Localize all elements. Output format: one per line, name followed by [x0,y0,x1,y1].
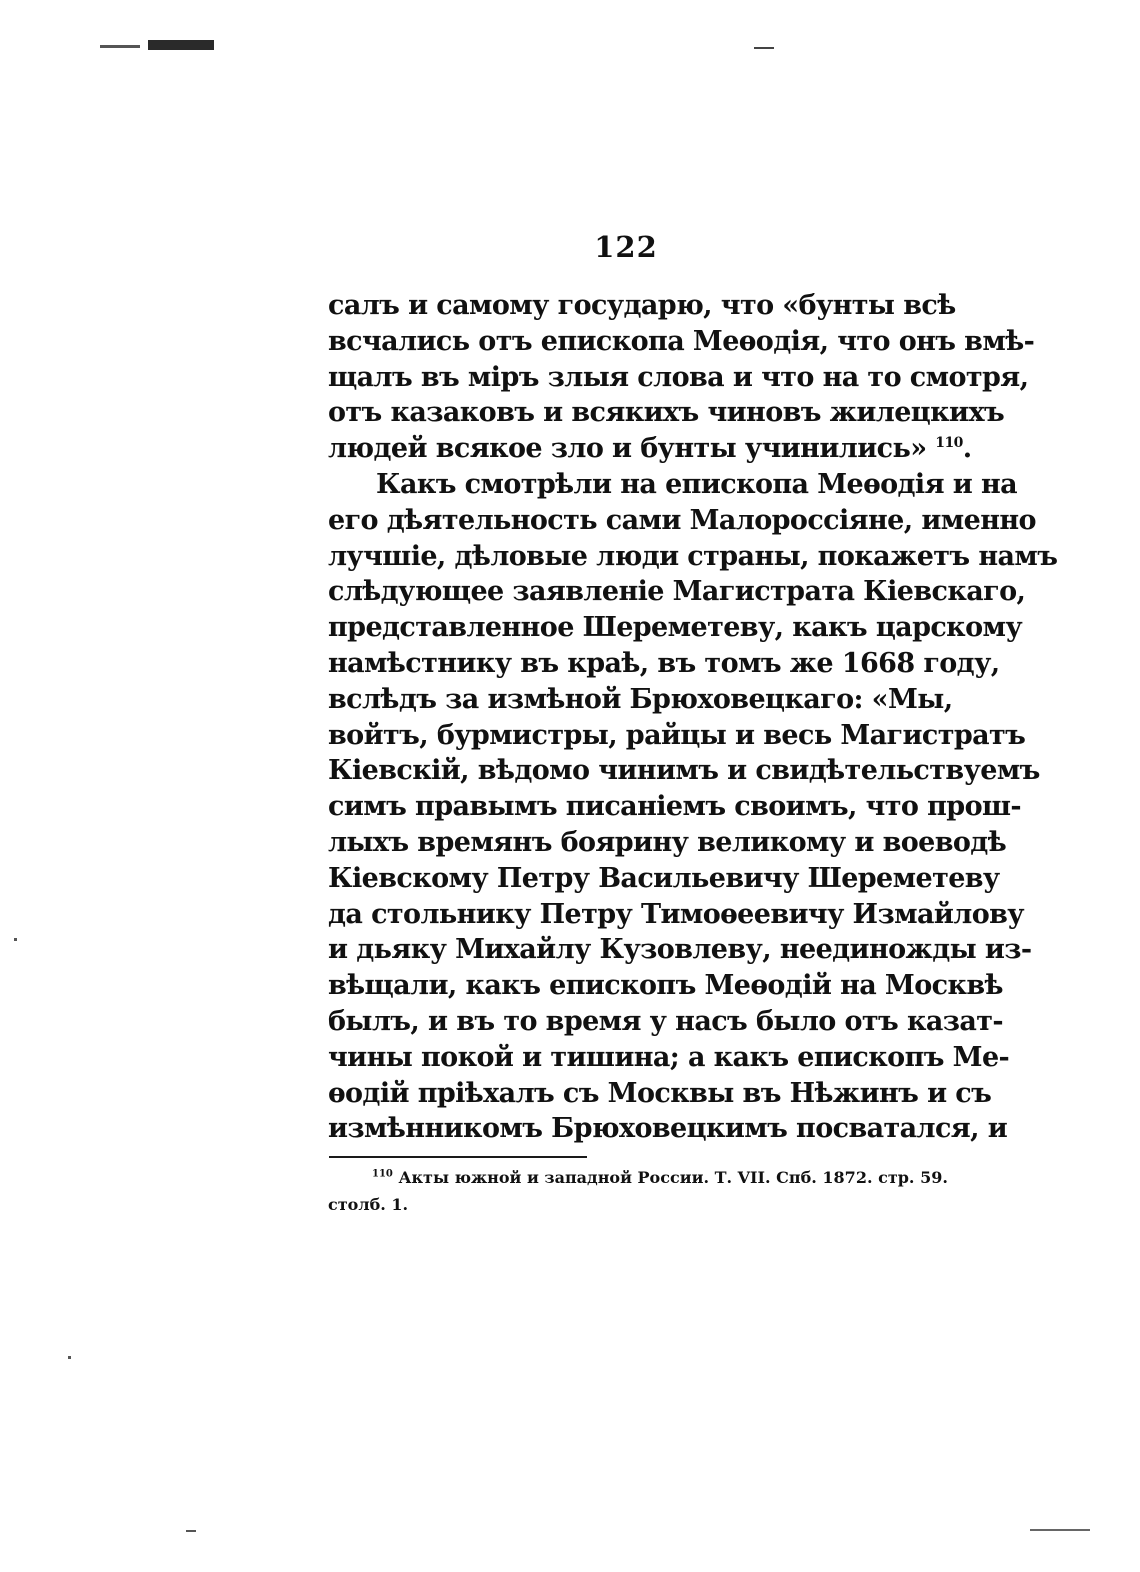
text-line: намѣстнику въ краѣ, въ томъ же 1668 году, [328,647,1000,679]
text-line: всчались отъ епископа Меѳодія, что онъ вмѣ- [328,325,1035,357]
footnote-line-2: столб. 1. [328,1195,409,1214]
footnote [328,1164,948,1218]
scan-artifact-top-right [754,47,774,49]
text-line: ѳодій пріѣхалъ съ Москвы въ Нѣжинъ и съ [328,1077,992,1109]
text-line: вѣщали, какъ епископъ Меѳодій на Москвѣ [328,970,1003,1002]
footnote-marker: 110 [372,1168,393,1180]
text-line: представленное Шереметеву, какъ царскому [328,612,1023,644]
text-line: да стольнику Петру Тимоѳеевичу Измайлову [328,898,1024,930]
scan-artifact-bottom-right [1030,1529,1090,1531]
text-line: вслѣдъ за измѣной Брюховецкаго: «Мы, [328,683,953,715]
text-line: Кіевскому Петру Васильевичу Шереметеву [328,862,1000,894]
text-line: щалъ въ міръ злыя слова и что на то смотря, [328,361,1029,393]
text-line: войтъ, бурмистры, райцы и весь Магистратъ [328,719,1026,751]
text-line: Какъ смотрѣли на епископа Меѳодія и на [376,468,1018,500]
scan-artifact-left-dot [14,938,17,941]
footnote-reference-suffix: . [962,433,972,465]
text-line: слѣдующее заявленіе Магистрата Кіевскаго, [328,576,1026,608]
text-line: отъ казаковъ и всякихъ чиновъ жилецкихъ [328,397,1005,429]
text-line: былъ, и въ то время у насъ было отъ казат- [328,1005,1003,1037]
text-line: людей всякое зло и бунты учинились» [328,433,927,465]
text-line: измѣнникомъ Брюховецкимъ посватался, и [328,1113,1008,1145]
text-line: салъ и самому государю, что «бунты всѣ [328,290,956,321]
text-line: чины покой и тишина; а какъ епископъ Ме- [328,1041,1010,1073]
text-line: лыхъ времянъ боярину великому и воеводѣ [328,826,1007,858]
text-line: лучшіе, дѣловые люди страны, покажетъ намъ [328,540,1058,572]
footnote-reference: 110 [935,435,963,452]
scan-artifact-left-dot-2 [68,1356,71,1359]
text-line: и дьяку Михайлу Кузовлеву, неединожды из- [328,934,1032,966]
scan-artifact-top-left [148,40,214,50]
text-line: Кіевскій, вѣдомо чинимъ и свидѣтельствуемъ [328,755,1040,787]
scan-artifact-top-left-dots [100,45,140,48]
body-text [328,288,1058,1147]
text-line-with-footnote-ref [328,431,972,467]
text-line: его дѣятельность сами Малороссіяне, именно [328,504,1036,536]
scan-artifact-bottom-left [186,1530,196,1532]
text-line: симъ правымъ писаніемъ своимъ, что прош- [328,791,1022,823]
footnote-line-1 [328,1164,948,1191]
footnote-divider [329,1156,587,1158]
page-number: 122 [594,230,658,264]
footnote-text: Акты южной и западной России. Т. VII. Спб. 1872. стр. 59. [398,1168,948,1187]
